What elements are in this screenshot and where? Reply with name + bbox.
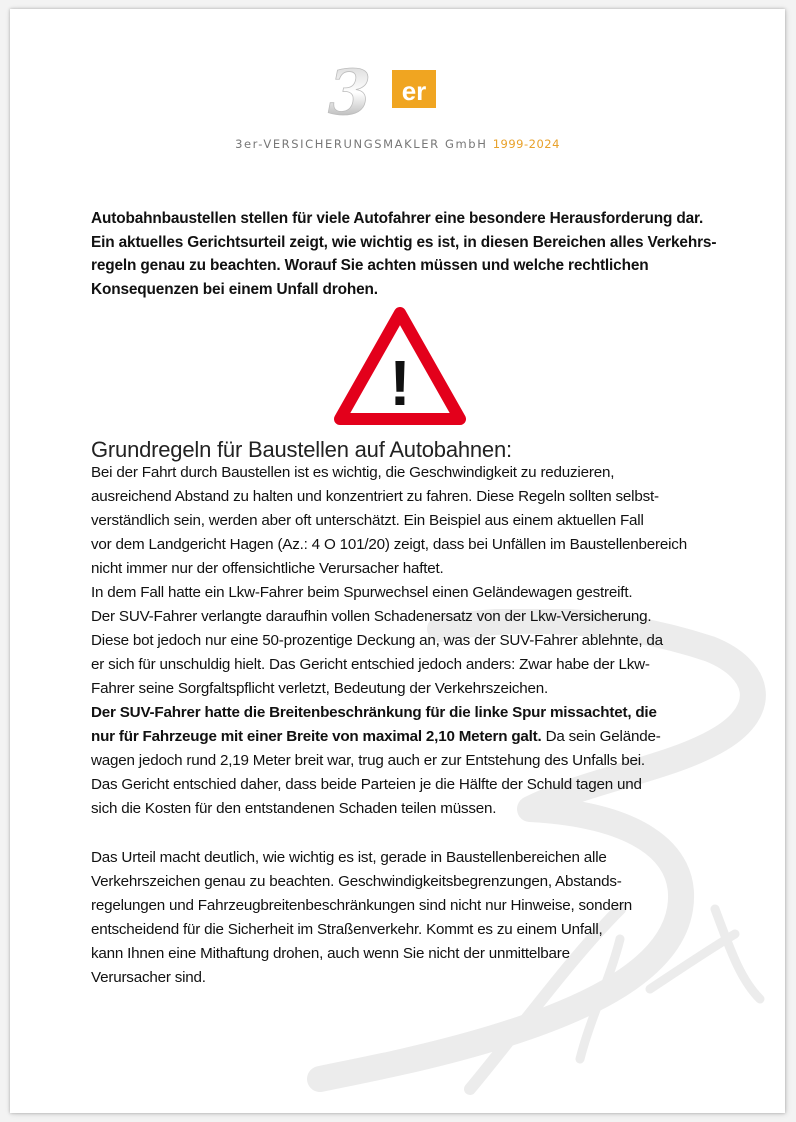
body-line: er sich für unschuldig hielt. Das Gericht entschied jedoch anders: Zwar habe der Lkw- [91,656,650,673]
body-line: entscheidend für die Sicherheit im Straßenverkehr. Kommt es zu einem Unfall, [91,921,603,938]
body-line: Diese bot jedoch nur eine 50-prozentige Deckung an, was der SUV-Fahrer ablehnte, da [91,632,663,649]
body-line: ausreichend Abstand zu halten und konzentriert zu fahren. Diese Regeln sollten selbst- [91,488,659,505]
company-name: 3er-VERSICHERUNGSMAKLER GmbH [235,137,488,151]
body-line: Bei der Fahrt durch Baustellen ist es wichtig, die Geschwindigkeit zu reduzieren, [91,464,615,481]
body-line: In dem Fall hatte ein Lkw-Fahrer beim Spurwechsel einen Geländewagen gestreift. [91,584,633,601]
company-logo [322,64,452,124]
intro-line: regeln genau zu beachten. Worauf Sie achten müssen und welche rechtlichen [91,257,649,274]
body-line: Das Urteil macht deutlich, wie wichtig es ist, gerade in Baustellenbereichen alle [91,849,607,866]
intro-line: Konsequenzen bei einem Unfall drohen. [91,280,378,298]
body-line: verständlich sein, werden aber oft unterschätzt. Ein Beispiel aus einem aktuellen Fall [91,512,644,529]
warning-triangle-icon [334,307,466,425]
body-line: kann Ihnen eine Mithaftung drohen, auch wenn Sie nicht der unmittelbare [91,945,570,962]
body-line: sich die Kosten für den entstandenen Schaden teilen müssen. [91,800,497,817]
body-line: wagen jedoch rund 2,19 Meter breit war, trug auch er zur Entstehung des Unfalls bei. [91,752,645,769]
company-years: 1999-2024 [492,137,560,151]
bold-text: nur für Fahrzeuge mit einer Breite von maximal 2,10 Metern galt. [91,728,542,745]
intro-line: Ein aktuelles Gerichtsurteil zeigt, wie wichtig es ist, in diesen Bereichen alles Verkehrs- [91,233,717,251]
body-line: Verursacher sind. [91,969,206,986]
section-heading: Grundregeln für Baustellen auf Autobahnen: [91,437,512,462]
body-line-bold [91,704,761,721]
body-line-mixed [91,728,761,745]
body-line: Das Gericht entschied daher, dass beide Parteien je die Hälfte der Schuld tagen und [91,776,642,793]
warning-exclamation: ! [389,347,411,419]
body-line: vor dem Landgericht Hagen (Az.: 4 O 101/20) zeigt, dass bei Unfällen im Baustellenbereich [91,536,687,553]
bold-text: Der SUV-Fahrer hatte die Breitenbeschränkung für die linke Spur missachtet, die [91,704,657,721]
intro-paragraph [91,207,731,301]
intro-line: Autobahnbaustellen stellen für viele Autofahrer eine besondere Herausforderung dar. [91,210,704,227]
body-line: regelungen und Fahrzeugbreitenbeschränkungen sind nicht nur Hinweise, sondern [91,897,632,914]
document-page [10,9,785,1113]
body-line: Der SUV-Fahrer verlangte daraufhin vollen Schadenersatz von der Lkw-Versicherung. [91,608,652,625]
body-line: Verkehrszeichen genau zu beachten. Geschwindigkeitsbegrenzungen, Abstands- [91,873,622,890]
regular-text: Da sein Gelände- [541,728,661,745]
company-tagline [10,137,785,151]
body-line: nicht immer nur der offensichtliche Verursacher haftet. [91,560,444,577]
logo-badge-text: er [401,76,427,106]
body-line: Fahrer seine Sorgfaltspflicht verletzt, Bedeutung der Verkehrszeichen. [91,680,549,697]
logo-numeral: 3 [328,64,372,124]
